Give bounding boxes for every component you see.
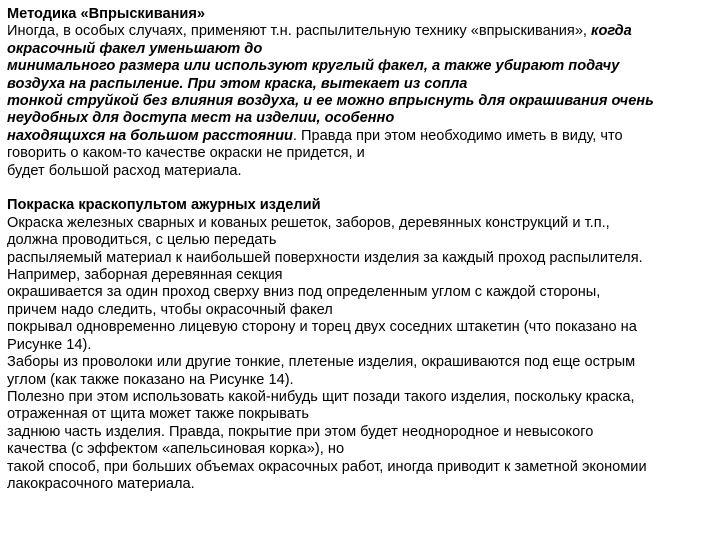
paragraph-line: говорить о каком-то качестве окраски не придется, и	[7, 145, 365, 162]
paragraph-line: распыляемый материал к наибольшей поверхности изделия за каждый проход распылителя.	[7, 249, 643, 266]
paragraph-line: причем надо следить, чтобы окрасочный факел	[7, 301, 333, 318]
paragraph-line: тонкой струйкой без влияния воздуха, и ее можно впрыснуть для окрашивания очень	[7, 93, 654, 110]
paragraph-line	[7, 23, 715, 40]
text-emphasis: находящихся на большом расстоянии	[7, 127, 293, 144]
paragraph-line: углом (как также показано на Рисунке 14).	[7, 371, 294, 388]
paragraph-line: Полезно при этом использовать какой-нибудь щит позади такого изделия, поскольку краска,	[7, 388, 635, 405]
paragraph-line: покрывал одновременно лицевую сторону и торец двух соседних штакетин (что показано на	[7, 319, 637, 336]
section-spraying-technique	[7, 6, 715, 180]
text-normal: . Правда при этом необходимо иметь в виду, что	[292, 127, 623, 144]
paragraph-line: окрасочный факел уменьшают до	[7, 40, 263, 57]
paragraph-line: Окраска железных сварных и кованых решеток, заборов, деревянных конструкций и т.п.,	[7, 214, 610, 231]
paragraph-line	[7, 128, 715, 145]
paragraph-line: должна проводиться, с целью передать	[7, 232, 277, 249]
text-emphasis: когда	[591, 23, 632, 40]
paragraph-line: будет большой расход материала.	[7, 162, 242, 179]
paragraph-line: минимального размера или используют круглый факел, а также убирают подачу	[7, 58, 620, 75]
paragraph-line: лакокрасочного материала.	[7, 475, 195, 492]
section-openwork-painting	[7, 197, 715, 493]
document-page	[7, 6, 715, 493]
paragraph-line: Например, заборная деревянная секция	[7, 267, 283, 284]
paragraph-line: воздуха на распыление. При этом краска, вытекает из сопла	[7, 75, 468, 92]
section-heading: Методика «Впрыскивания»	[7, 6, 206, 22]
paragraph-line: качества (с эффектом «апельсиновая корка»), но	[7, 441, 345, 458]
paragraph-line: Рисунке 14).	[7, 336, 92, 353]
paragraph-line: неудобных для доступа мест на изделии, особенно	[7, 110, 395, 127]
paragraph-line: окрашивается за один проход сверху вниз под определенным углом с каждой стороны,	[7, 284, 601, 301]
paragraph-line: отраженная от щита может также покрывать	[7, 406, 309, 423]
section-spacer	[7, 180, 715, 197]
text-normal: Иногда, в особых случаях, применяют т.н. распылительную технику «впрыскивания»,	[7, 23, 592, 40]
paragraph-line: заднюю часть изделия. Правда, покрытие при этом будет неоднородное и невысокого	[7, 423, 594, 440]
section-heading: Покраска краскопультом ажурных изделий	[7, 197, 321, 214]
paragraph-line: Заборы из проволоки или другие тонкие, плетеные изделия, окрашиваются под еще острым	[7, 354, 636, 371]
paragraph-line: такой способ, при больших объемах окрасочных работ, иногда приводит к заметной экономии	[7, 458, 647, 475]
